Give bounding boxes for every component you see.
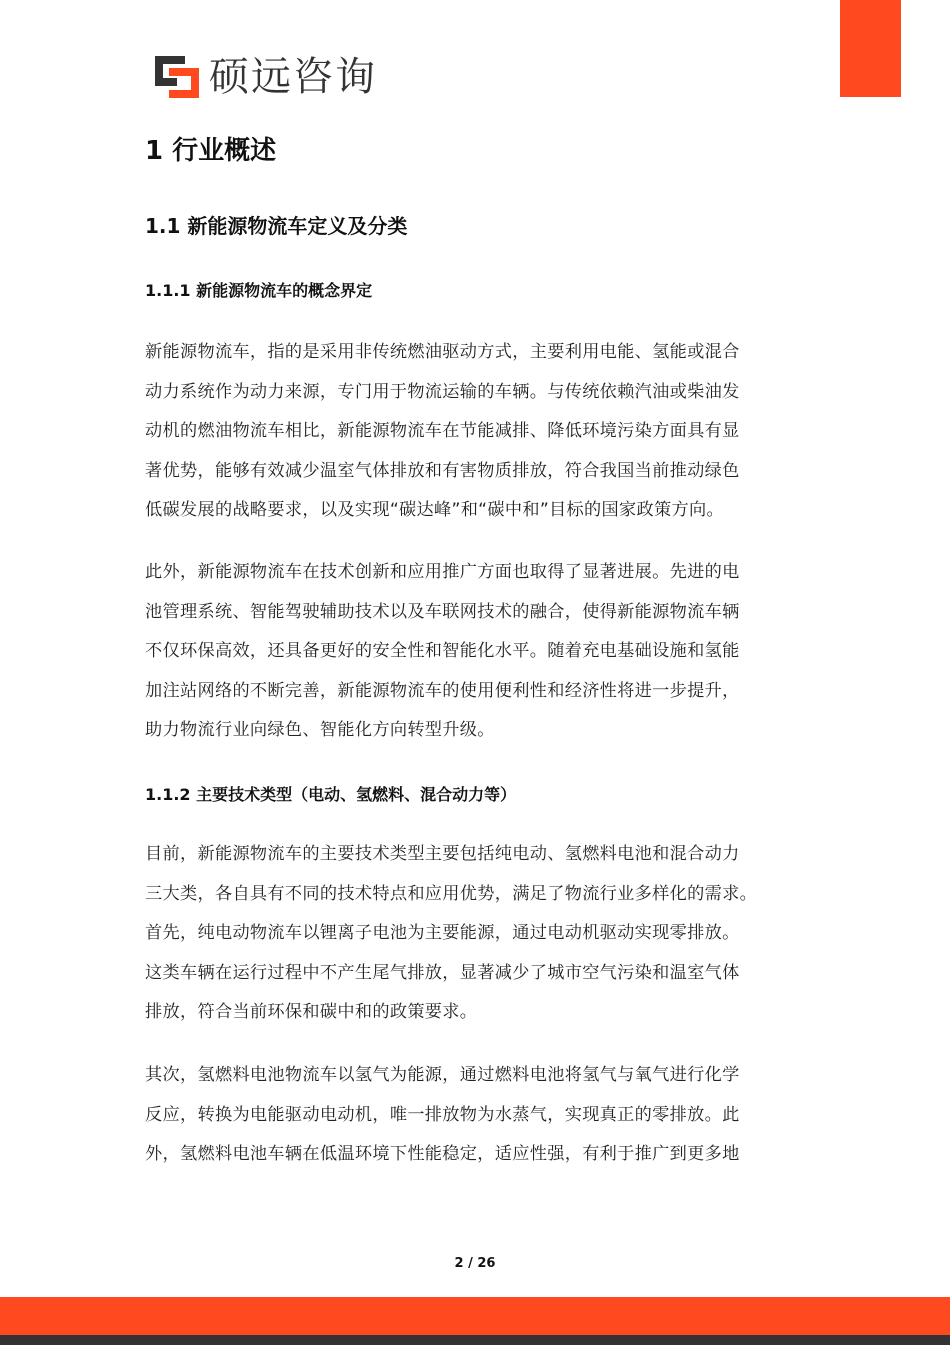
text-line: 动力系统作为动力来源，专门用于物流运输的车辆。与传统依赖汽油或柴油发 bbox=[145, 381, 740, 402]
paragraph bbox=[145, 553, 810, 751]
corner-accent-tab bbox=[840, 0, 901, 97]
text-line: 反应，转换为电能驱动电动机，唯一排放物为水蒸气，实现真正的零排放。此 bbox=[145, 1104, 740, 1125]
page-number: 2 / 26 bbox=[454, 1256, 496, 1271]
text-line: 池管理系统、智能驾驶辅助技术以及车联网技术的融合，使得新能源物流车辆 bbox=[145, 601, 740, 622]
text-line: 其次，氢燃料电池物流车以氢气为能源，通过燃料电池将氢气与氧气进行化学 bbox=[145, 1065, 740, 1085]
text-line: 三大类，各自具有不同的技术特点和应用优势，满足了物流行业多样化的需求。 bbox=[145, 883, 758, 904]
chapter-title: 1 行业概述 bbox=[145, 136, 277, 166]
footer-dark-bar bbox=[0, 1335, 950, 1345]
text-line: 加注站网络的不断完善，新能源物流车的使用便利性和经济性将进一步提升， bbox=[145, 680, 740, 701]
subsection-title-2: 1.1.2 主要技术类型（电动、氢燃料、混合动力等） bbox=[145, 785, 517, 804]
brand-name: 硕远咨询 bbox=[209, 54, 377, 100]
text-line: 这类车辆在运行过程中不产生尾气排放，显著减少了城市空气污染和温室气体 bbox=[145, 962, 740, 983]
paragraph bbox=[145, 333, 810, 531]
text-line: 助力物流行业向绿色、智能化方向转型升级。 bbox=[145, 720, 495, 741]
section-title: 1.1 新能源物流车定义及分类 bbox=[145, 214, 408, 238]
brand-logo bbox=[155, 52, 377, 102]
text-line: 著优势，能够有效减少温室气体排放和有害物质排放，符合我国当前推动绿色 bbox=[145, 460, 740, 481]
subsection-title-1: 1.1.1 新能源物流车的概念界定 bbox=[145, 281, 373, 300]
paragraph bbox=[145, 835, 810, 1033]
text-line: 新能源物流车，指的是采用非传统燃油驱动方式，主要利用电能、氢能或混合 bbox=[145, 342, 740, 362]
text-line: 目前，新能源物流车的主要技术类型主要包括纯电动、氢燃料电池和混合动力 bbox=[145, 844, 740, 864]
text-line: 动机的燃油物流车相比，新能源物流车在节能减排、降低环境污染方面具有显 bbox=[145, 421, 740, 442]
brand-s-mark-icon bbox=[155, 56, 199, 98]
text-line: 不仅环保高效，还具备更好的安全性和智能化水平。随着充电基础设施和氢能 bbox=[145, 641, 740, 662]
text-line: 此外，新能源物流车在技术创新和应用推广方面也取得了显著进展。先进的电 bbox=[145, 562, 740, 582]
text-line: 排放，符合当前环保和碳中和的政策要求。 bbox=[145, 1002, 478, 1023]
paragraph bbox=[145, 1056, 810, 1175]
text-line: 低碳发展的战略要求，以及实现“碳达峰”和“碳中和”目标的国家政策方向。 bbox=[145, 500, 724, 521]
footer-accent-bar bbox=[0, 1297, 950, 1335]
text-line: 外，氢燃料电池车辆在低温环境下性能稳定，适应性强，有利于推广到更多地 bbox=[145, 1144, 740, 1165]
text-line: 首先，纯电动物流车以锂离子电池为主要能源，通过电动机驱动实现零排放。 bbox=[145, 923, 740, 944]
